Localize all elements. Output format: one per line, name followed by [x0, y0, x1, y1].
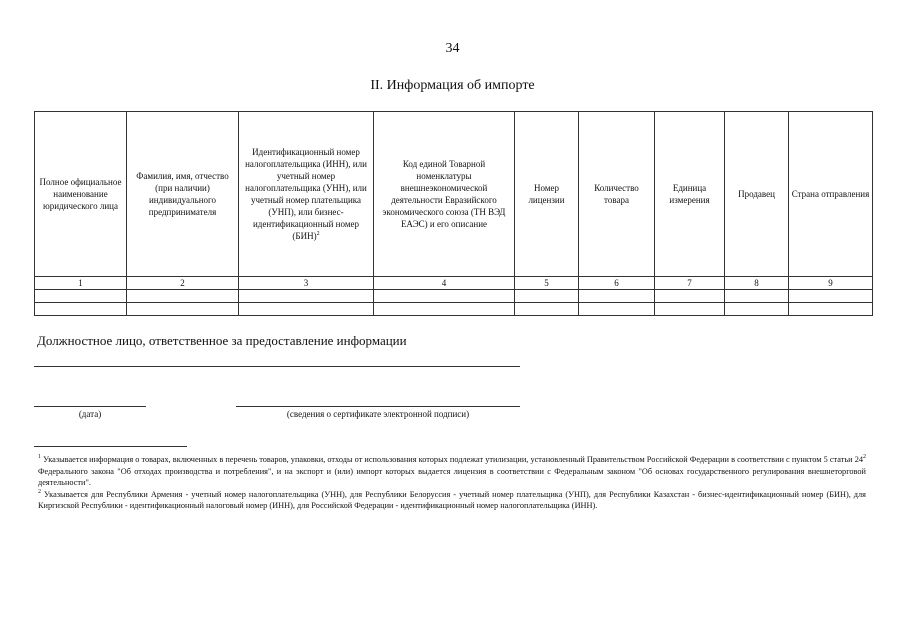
table-cell[interactable]	[127, 290, 239, 303]
signature-line[interactable]	[236, 406, 520, 407]
table-cell[interactable]	[725, 290, 789, 303]
header-cell: Номер лицензии	[515, 112, 579, 277]
column-number-row	[35, 277, 873, 290]
table-cell[interactable]	[127, 303, 239, 316]
footnote-mark: 2	[38, 488, 41, 495]
table-cell[interactable]	[35, 290, 127, 303]
date-line[interactable]	[34, 406, 146, 407]
header-cell: Фамилия, имя, отчество (при наличии) индивидуального предпринимателя	[127, 112, 239, 277]
table-cell[interactable]	[515, 290, 579, 303]
section-title: II. Информация об импорте	[370, 78, 535, 93]
footnote-mark: 1	[38, 454, 41, 461]
column-number: 5	[515, 277, 579, 290]
header-cell: Продавец	[725, 112, 789, 277]
column-number: 4	[374, 277, 515, 290]
official-label: Должностное лицо, ответственное за предоставление информации	[37, 333, 407, 348]
table-cell[interactable]	[374, 290, 515, 303]
header-cell: Количество товара	[579, 112, 655, 277]
footnote-2: $^2$ Указывается для Республики Армения - учетный номер налогоплательщика (УНН), для Республики Белоруссия - учетный номер плательщика (УНП), для Республики Казахстан - бизнес-идентификационный номер (БИН), для Киргизской Республики - идентификационный налоговый номер (ИНН), для Российской Федерации - идентификационный номер налогоплательщика (ИНН).	[38, 488, 866, 510]
signature-caption: (сведения о сертификате электронной подписи)	[286, 409, 470, 419]
footnotes	[38, 454, 866, 512]
header-cell: Код единой Товарной номенклатуры внешнеэкономической деятельности Евразийского экономического союза (ТН ВЭД ЕАЭС) и его описание	[374, 112, 515, 277]
column-number: 2	[127, 277, 239, 290]
table-cell[interactable]	[239, 303, 374, 316]
official-name-line[interactable]	[34, 366, 520, 367]
footnote-ref: 2	[316, 231, 320, 237]
page-number: 34	[445, 41, 460, 56]
table-cell[interactable]	[789, 290, 873, 303]
footnote-sup: 2	[863, 454, 866, 461]
header-cell: Страна отправления	[789, 112, 873, 277]
table-row	[35, 290, 873, 303]
column-number: 6	[579, 277, 655, 290]
table-header-row	[35, 112, 873, 277]
table-cell[interactable]	[35, 303, 127, 316]
table-row	[35, 303, 873, 316]
table-cell[interactable]	[789, 303, 873, 316]
header-cell: Идентификационный номер налогоплательщика (ИНН), или учетный номер налогоплательщика (УНН), или учетный номер плательщика (УНП), или бизнес-идентификационный номер (БИН)$^2$	[239, 112, 374, 277]
header-cell: Полное официальное наименование юридического лица	[35, 112, 127, 277]
date-caption: (дата)	[78, 409, 102, 419]
column-number: 9	[789, 277, 873, 290]
footnote-separator	[34, 446, 187, 447]
column-number: 8	[725, 277, 789, 290]
table-cell[interactable]	[725, 303, 789, 316]
column-number: 7	[655, 277, 725, 290]
table-cell[interactable]	[515, 303, 579, 316]
column-number: 1	[35, 277, 127, 290]
table-cell[interactable]	[655, 290, 725, 303]
table-cell[interactable]	[239, 290, 374, 303]
footnote-1: $^1$ Указывается информация о товарах, включенных в перечень товаров, упаковки, отходы от использования которых подлежат утилизации, установленный Правительством Российской Федерации в соответствии с пунктом 5 статьи $24^2$ Федерального закона "Об отходах производства и потребления", и на экспорт и (или) импорт которых выдается лицензия в соответствии с Федеральным законом "Об основах государственного регулирования внешнеторговой деятельности".	[38, 454, 866, 487]
table-cell[interactable]	[579, 290, 655, 303]
column-number: 3	[239, 277, 374, 290]
table-cell[interactable]	[374, 303, 515, 316]
import-table	[34, 111, 873, 316]
table-cell[interactable]	[655, 303, 725, 316]
header-cell: Единица измерения	[655, 112, 725, 277]
table-cell[interactable]	[579, 303, 655, 316]
